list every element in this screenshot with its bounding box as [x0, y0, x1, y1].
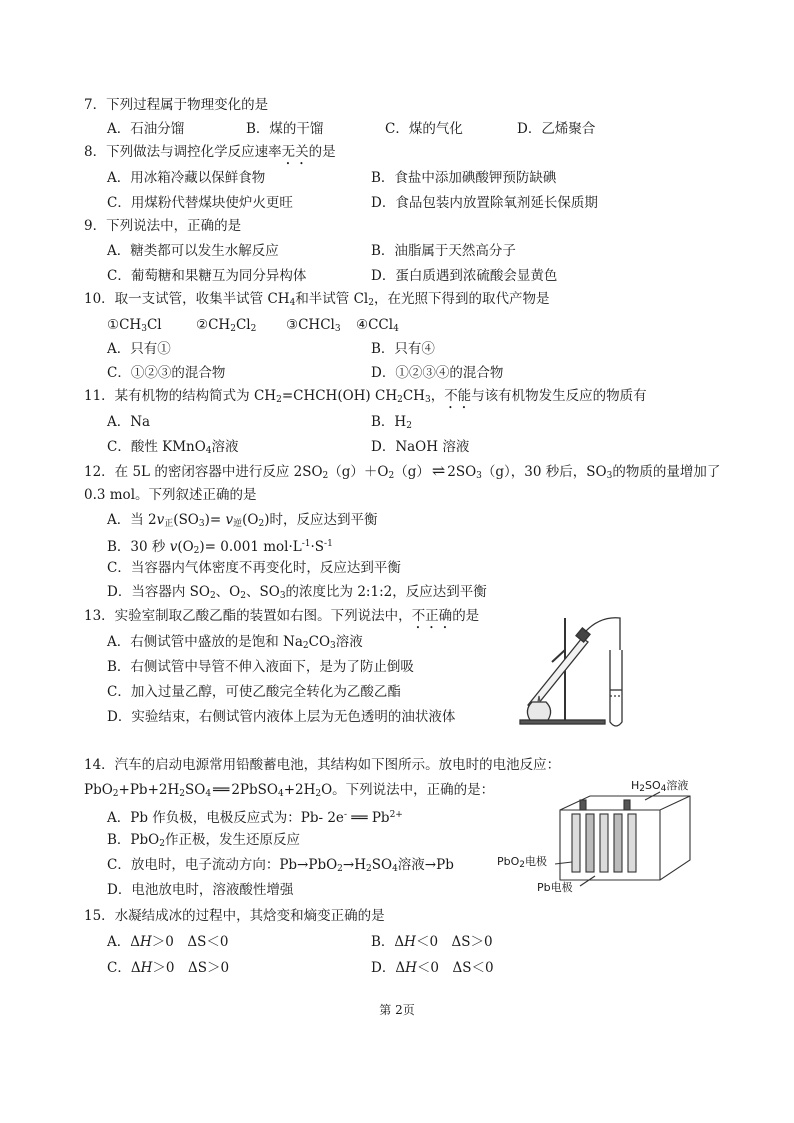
question-11-stem: 11．某有机物的结构简式为 $CH_2=CHCH(OH)$ $CH_2CH_3$，不能与该有机物发生反应的物质有 [84, 388, 647, 405]
q12-option-d: D．当容器内 $SO_2$、$O_2$、$SO_3$的浓度比为 2:1:2，反应达到平衡 [107, 584, 487, 601]
q11-option-a: A．Na [107, 414, 151, 430]
question-14-stem: 14．汽车的启动电源常用铅酸蓄电池，其结构如下图所示。放电时的电池反应： [84, 757, 561, 773]
lead-acid-battery-figure [550, 790, 700, 890]
q11-option-b: B．$H_2$ [371, 414, 412, 431]
q14-option-b: B．PbO$_2$作正极，发生还原反应 [107, 832, 300, 849]
q13-option-a: A．右侧试管中盛放的是饱和 $Na_2CO_3$溶液 [107, 634, 363, 651]
q14-option-c: C．放电时，电子流动方向：$Pb\to PbO_2\to H_2SO_4$溶液→Pb [107, 857, 454, 874]
q10-option-b: B．只有④ [371, 341, 435, 357]
q10-option-a: A．只有① [107, 341, 171, 357]
q14-option-d: D．电池放电时，溶液酸性增强 [107, 882, 294, 898]
question-10-stem: 10．取一支试管，收集半试管 $CH_4$和半试管 $Cl_2$，在光照下得到的取代产物是 [84, 291, 550, 308]
label-pbo2-electrode: PbO$_2$电极 [497, 855, 548, 870]
q13-option-d: D．实验结束，右侧试管内液体上层为无色透明的油状液体 [107, 709, 456, 725]
q12-option-b: B．30 秒 $v(O_2)= 0.001$ $mol\cdot L^{-1}\cdot S^{-1}$ [107, 539, 333, 556]
question-12-stem: 12．在 5L 的密闭容器中进行反应 $2SO_2(g)+O_2(g)$ ⇌ $2SO_3(g)$，30 秒后，$SO_3$的物质的量增加了 [84, 461, 721, 481]
q12-option-a: A．当 $2v_正(SO_3)= v_逆(O_2)$时，反应达到平衡 [107, 512, 378, 529]
q9-option-a: A．糖类都可以发生水解反应 [107, 243, 279, 259]
q15-option-b: B．ΔH＜0 ΔS＞0 [371, 934, 493, 950]
q9-option-c: C．葡萄糖和果糖互为同分异构体 [107, 268, 307, 284]
q9-option-d: D．蛋白质遇到浓硫酸会显黄色 [371, 268, 558, 284]
q8-option-a: A．用冰箱冷藏以保鲜食物 [107, 170, 266, 186]
q10-item-3: ③CHCl$_3$ [286, 317, 341, 334]
q15-option-a: A．ΔH＞0 ΔS＜0 [107, 934, 229, 950]
q12-option-c: C．当容器内气体密度不再变化时，反应达到平衡 [107, 560, 401, 576]
q9-option-b: B．油脂属于天然高分子 [371, 243, 516, 259]
question-8-stem: 8．下列做法与调控化学反应速率无关的是 [84, 144, 336, 160]
question-9-stem: 9．下列说法中，正确的是 [84, 218, 242, 234]
question-15-stem: 15．水凝结成冰的过程中，其焓变和熵变正确的是 [84, 908, 385, 924]
q8-option-b: B．食盐中添加碘酸钾预防缺碘 [371, 170, 557, 186]
question-13-stem: 13．实验室制取乙酸乙酯的装置如右图。下列说法中，不正确的是 [84, 608, 480, 624]
label-pb-electrode: Pb电极 [537, 881, 573, 894]
q7-option-b: B．煤的干馏 [246, 121, 324, 137]
q11-option-d: D．NaOH 溶液 [371, 439, 470, 455]
page-number: 第 2页 [379, 1003, 415, 1017]
q10-item-1: $①CH_3Cl$ [107, 317, 162, 334]
label-h2so4-solution: $H_2SO_4$溶液 [631, 779, 689, 794]
question-12-stem-line2: 0.3 mol。下列叙述正确的是 [84, 487, 257, 503]
q14-option-a: A．Pb 作负极，电极反应式为：Pb- 2e- ══ $Pb^{2+}$ [107, 810, 403, 826]
q10-item-4: ④CCl$_4$ [356, 317, 399, 334]
q7-option-d: D．乙烯聚合 [517, 121, 596, 137]
q8-option-d: D．食品包装内放置除氧剂延长保质期 [371, 195, 598, 211]
q13-option-c: C．加入过量乙醇，可使乙酸完全转化为乙酸乙酯 [107, 684, 401, 700]
q7-option-c: C．煤的气化 [385, 121, 463, 137]
q11-option-c: C．酸性 KMnO$_4$溶液 [107, 439, 239, 456]
q14-equation: $PbO_2+Pb+2H_2SO_4$ ══ $2PbSO_4+2H_2O$。下列说法中，正确的是： [84, 782, 495, 799]
q10-option-c: C．①②③的混合物 [107, 365, 226, 381]
q7-option-a: A．石油分馏 [107, 121, 185, 137]
question-7-stem: 7．下列过程属于物理变化的是 [84, 97, 269, 113]
q10-option-d: D．①②③④的混合物 [371, 365, 504, 381]
q15-option-c: C．ΔH＞0 ΔS＞0 [107, 960, 230, 976]
q10-item-2: $②CH_2Cl_2$ [196, 317, 257, 334]
q15-option-d: D．ΔH＜0 ΔS＜0 [371, 960, 494, 976]
ester-apparatus-figure [510, 610, 660, 735]
equilibrium-arrow-icon: ⇌ [431, 461, 446, 480]
q13-option-b: B．右侧试管中导管不伸入液面下，是为了防止倒吸 [107, 659, 414, 675]
q8-option-c: C．用煤粉代替煤块使炉火更旺 [107, 195, 293, 211]
